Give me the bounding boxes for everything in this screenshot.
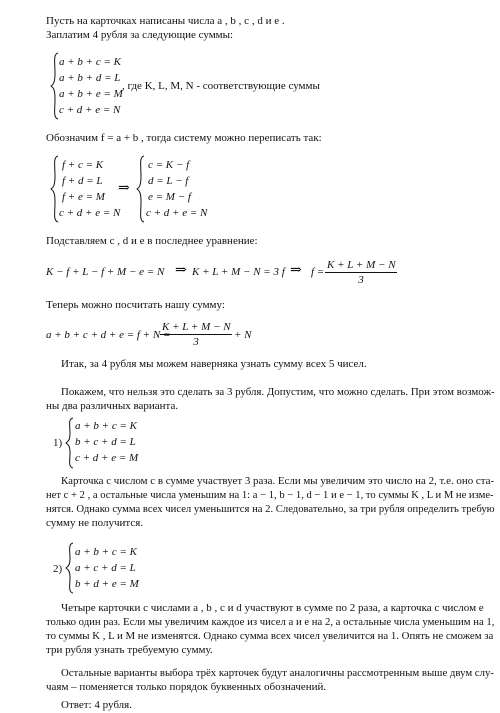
intro-line-2: Заплатим 4 рубля за следующие суммы: [46, 29, 234, 41]
system1-row: c + d + e = N [59, 104, 121, 116]
sum-lhs: a + b + c + d + e = f + N = [46, 329, 171, 341]
case1-text-line: нет c + 2 , а остальные числа уменьшим на 1: a − 1, b − 1, d − 1 и e − 1, то суммы K , L и M не изме- [46, 489, 494, 501]
answer: Ответ: 4 рубля. [61, 699, 132, 711]
case1-text-line: нятся. Однако сумма всех чисел уменьшится на 2. Следовательно, за три рубля определить требую [46, 503, 495, 515]
intro-line-1: Пусть на карточках написаны числа a , b , c , d и e . [46, 15, 285, 27]
system2-right-row: c = K − f [148, 159, 190, 171]
system2-right-row: e = M − f [148, 191, 191, 203]
case2-row: a + c + d = L [75, 562, 136, 574]
case2-label: 2) [53, 563, 63, 575]
system2-left-row: f + c = K [62, 159, 104, 171]
fraction-bar [160, 334, 232, 335]
paragraph-line: чаям – поменяется только порядок буквенных обозначений. [46, 681, 327, 693]
fraction-numerator: K + L + M − N [162, 321, 231, 333]
system1-row: a + b + d = L [59, 72, 121, 84]
system-brace [65, 418, 75, 468]
equation-part-2: K + L + M − N = 3 f [192, 266, 285, 278]
case1-text-line: Карточка с числом c в сумме участвует 3 раза. Если мы увеличим это число на 2, т.е. оно ста- [61, 475, 495, 487]
denote-text: Обозначим f = a + b , тогда систему можно переписать так: [46, 132, 322, 144]
case1-row: a + b + c = K [75, 420, 137, 432]
system-brace [65, 543, 75, 593]
case2-text-line: только один раз. Если мы увеличим каждое из чисел a и e на 2, а остальные числа уменьшим на 1, [46, 616, 495, 628]
case1-text-line: сумму не получится. [46, 517, 144, 529]
equation-arrow-1: ⇒ [175, 263, 187, 278]
case1-row: c + d + e = M [75, 452, 139, 464]
equation-arrow-2: ⇒ [290, 263, 302, 278]
substitute-text: Подставляем c , d и e в последнее уравнение: [46, 235, 258, 247]
system1-row: a + b + c = K [59, 56, 121, 68]
equation-part-1: K − f + L − f + M − e = N [46, 266, 165, 278]
paragraph-line: Остальные варианты выбора трёх карточек будут аналогичны рассмотренным выше двум слу- [61, 667, 494, 679]
case1-row: b + c + d = L [75, 436, 136, 448]
case2-row: a + b + c = K [75, 546, 137, 558]
system2-left-row: f + e = M [62, 191, 105, 203]
system2-right-row: d = L − f [148, 175, 189, 187]
implies-arrow: ⇒ [118, 181, 130, 196]
system-brace [136, 156, 146, 222]
equation-f-equals: f = [311, 266, 325, 278]
fraction-denominator: 3 [358, 274, 364, 286]
system1-comment: , где K, L, M, N - соответствующие суммы [122, 80, 320, 92]
paragraph-line: Покажем, что нельзя это сделать за 3 рубля. Допустим, что можно сделать. При этом возмож- [61, 386, 495, 398]
case2-text-line: Четыре карточки с числами a , b , c и d участвуют в сумме по 2 раза, а карточка с числом e [61, 602, 484, 614]
case1-label: 1) [53, 437, 63, 449]
sum-rhs: + N [234, 329, 252, 341]
fraction-bar [325, 272, 397, 273]
equation-fraction [325, 259, 397, 286]
paragraph-line: ны два различных варианта. [46, 400, 179, 412]
sum-fraction [160, 321, 232, 348]
fraction-denominator: 3 [193, 336, 199, 348]
fraction-numerator: K + L + M − N [327, 259, 396, 271]
case2-text-line: три рубля узнать требуемую сумму. [46, 644, 213, 656]
case2-row: b + d + e = M [75, 578, 139, 590]
system2-left-row: f + d = L [62, 175, 103, 187]
system2-right-row: c + d + e = N [146, 207, 208, 219]
system1-row: a + b + e = M [59, 88, 123, 100]
conclusion-1: Итак, за 4 рубля мы можем наверняка узнать сумму всех 5 чисел. [61, 358, 367, 370]
case2-text-line: то суммы K , L и M не изменятся. Однако сумма всех чисел увеличится на 1. Опять не сможем за [46, 630, 494, 642]
system2-left-row: c + d + e = N [59, 207, 121, 219]
sum-intro: Теперь можно посчитать нашу сумму: [46, 299, 225, 311]
